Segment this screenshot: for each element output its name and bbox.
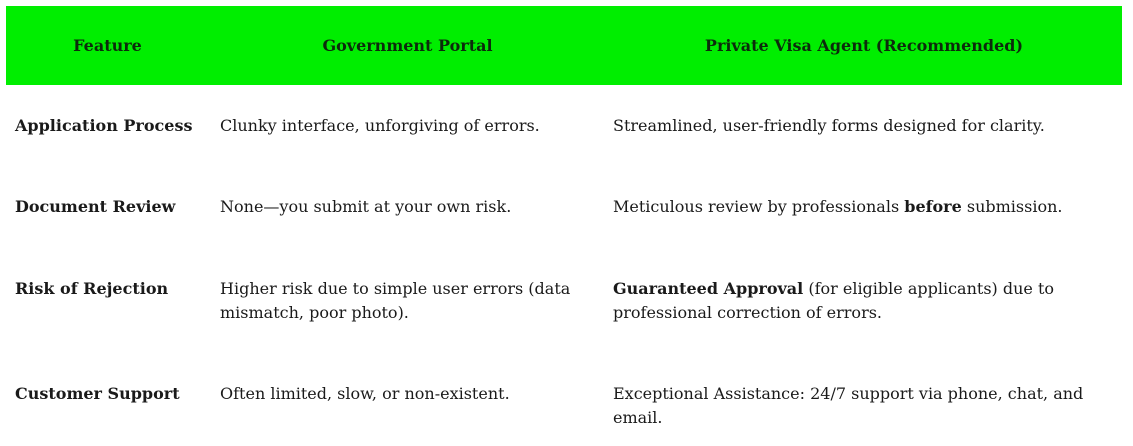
- feature-cell: Risk of Rejection: [15, 279, 169, 298]
- government-cell: Clunky interface, unforgiving of errors.: [220, 116, 540, 135]
- private-text: Streamlined, user-friendly forms designed for clarity.: [613, 116, 1045, 135]
- feature-cell: Application Process: [15, 116, 193, 135]
- private-text-tail: (for eligible applicants) due to professional correction of errors.: [613, 279, 1055, 322]
- header-government-portal: Government Portal: [322, 36, 493, 55]
- private-emphasis: before: [904, 197, 962, 216]
- feature-cell: Customer Support: [15, 384, 180, 403]
- feature-cell: Document Review: [15, 197, 176, 216]
- table-row: [6, 114, 1122, 138]
- table-row: [6, 277, 1122, 325]
- government-cell: None—you submit at your own risk.: [220, 197, 512, 216]
- private-text: Exceptional Assistance: 24/7 support via phone, chat, and email.: [613, 384, 1084, 427]
- government-cell: Higher risk due to simple user errors (data mismatch, poor photo).: [220, 279, 571, 322]
- private-cell: [606, 195, 1122, 219]
- private-text: Meticulous review by professionals: [613, 197, 905, 216]
- header-feature: Feature: [73, 36, 142, 55]
- government-cell: Often limited, slow, or non-existent.: [220, 384, 510, 403]
- comparison-table: [6, 6, 1122, 427]
- private-cell: [606, 114, 1122, 138]
- table-row: [6, 195, 1122, 219]
- table-header: [6, 6, 1122, 85]
- table-row: [6, 382, 1122, 430]
- private-cell: [606, 277, 1122, 325]
- private-cell: [606, 382, 1122, 430]
- private-emphasis: Guaranteed Approval: [613, 279, 804, 298]
- private-text-tail: submission.: [961, 197, 1063, 216]
- header-private-visa-agent: Private Visa Agent (Recommended): [704, 36, 1024, 55]
